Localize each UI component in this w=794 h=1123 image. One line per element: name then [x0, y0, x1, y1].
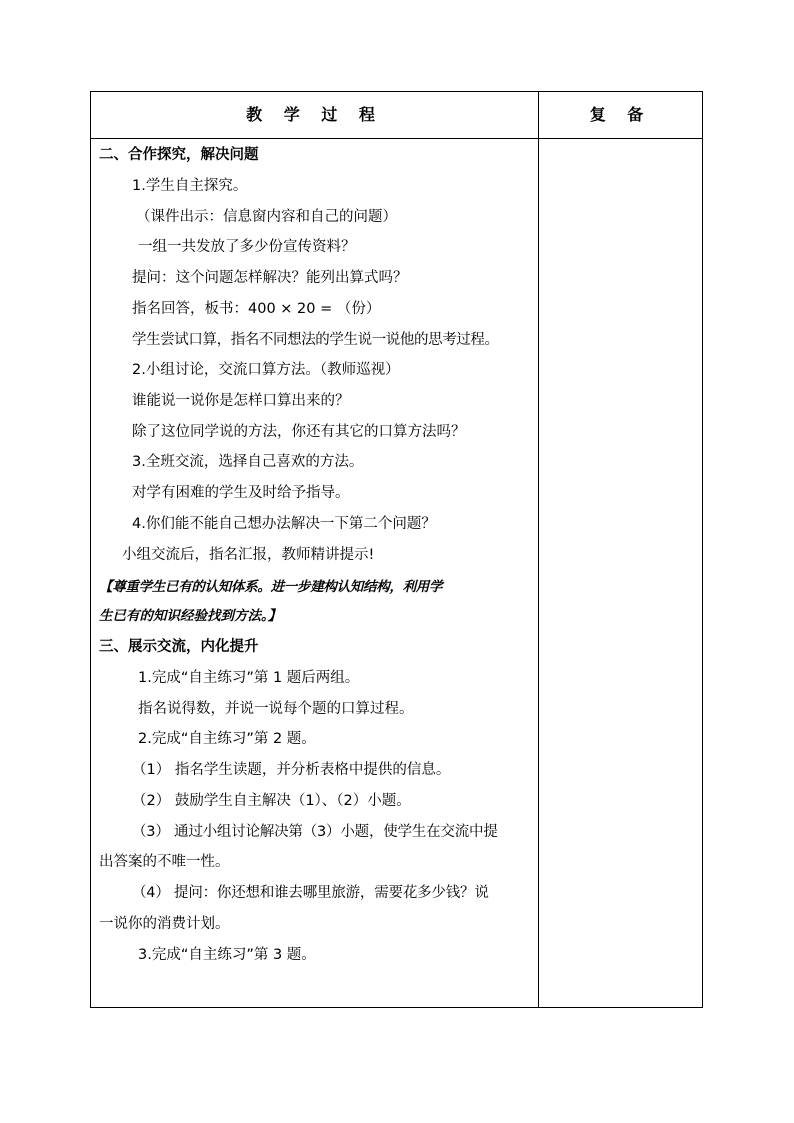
text-line: 4.你们能不能自己想办法解决一下第二个问题？ — [132, 516, 436, 532]
text-line: 1.完成“自主练习”第 1 题后两组。 — [138, 670, 360, 686]
teaching-note: 生已有的知识经验找到方法。】 — [99, 608, 282, 624]
text-line: 一组一共发放了多少份宣传资料？ — [138, 239, 356, 255]
text-line: （2） 鼓励学生自主解决（1）、（2）小题。 — [132, 793, 411, 809]
text-line: 2.完成“自主练习”第 2 题。 — [138, 731, 316, 747]
table-header-row — [91, 92, 702, 139]
text-line: 除了这位同学说的方法，你还有其它的口算方法吗？ — [132, 424, 466, 440]
text-line: 提问：这个问题怎样解决？能列出算式吗？ — [132, 270, 408, 286]
text-line: 对学有困难的学生及时给予指导。 — [132, 485, 350, 501]
header-teaching-process: 教 学 过 程 — [246, 105, 383, 124]
lesson-plan-table — [90, 91, 703, 1008]
text-line: 2.小组讨论，交流口算方法。（教师巡视） — [132, 362, 400, 378]
text-line: 指名说得数，并说一说每个题的口算过程。 — [138, 701, 414, 717]
text-line: 出答案的不唯一性。 — [99, 854, 230, 870]
text-line: 1.学生自主探究。 — [132, 178, 248, 194]
text-line: 3.完成“自主练习”第 3 题。 — [138, 947, 316, 963]
text-line: （3） 通过小组讨论解决第（3）小题，使学生在交流中提 — [132, 824, 498, 840]
header-review: 复 备 — [589, 105, 652, 124]
text-line: 学生尝试口算，指名不同想法的学生说一说他的思考过程。 — [132, 332, 499, 348]
text-line: 小组交流后，指名汇报，教师精讲提示! — [122, 547, 375, 563]
text-line: 一说你的消费计划。 — [99, 916, 230, 932]
text-line: 3.全班交流，选择自己喜欢的方法。 — [132, 454, 364, 470]
column-divider — [538, 92, 539, 1007]
teaching-note: 【尊重学生已有的认知体系。进一步建构认知结构，利用学 — [99, 579, 443, 595]
section-heading-2: 二、合作探究，解决问题 — [99, 147, 259, 163]
text-line: （4） 提问：你还想和谁去哪里旅游，需要花多少钱？说 — [132, 885, 489, 901]
text-line: 谁能说一说你是怎样口算出来的？ — [132, 393, 350, 409]
text-line: 指名回答，板书：400 × 20 = （份） — [132, 301, 381, 317]
text-line: （课件出示：信息窗内容和自己的问题） — [136, 209, 397, 225]
text-line: （1） 指名学生读题，并分析表格中提供的信息。 — [132, 762, 451, 778]
section-heading-3: 三、展示交流，内化提升 — [99, 639, 259, 655]
